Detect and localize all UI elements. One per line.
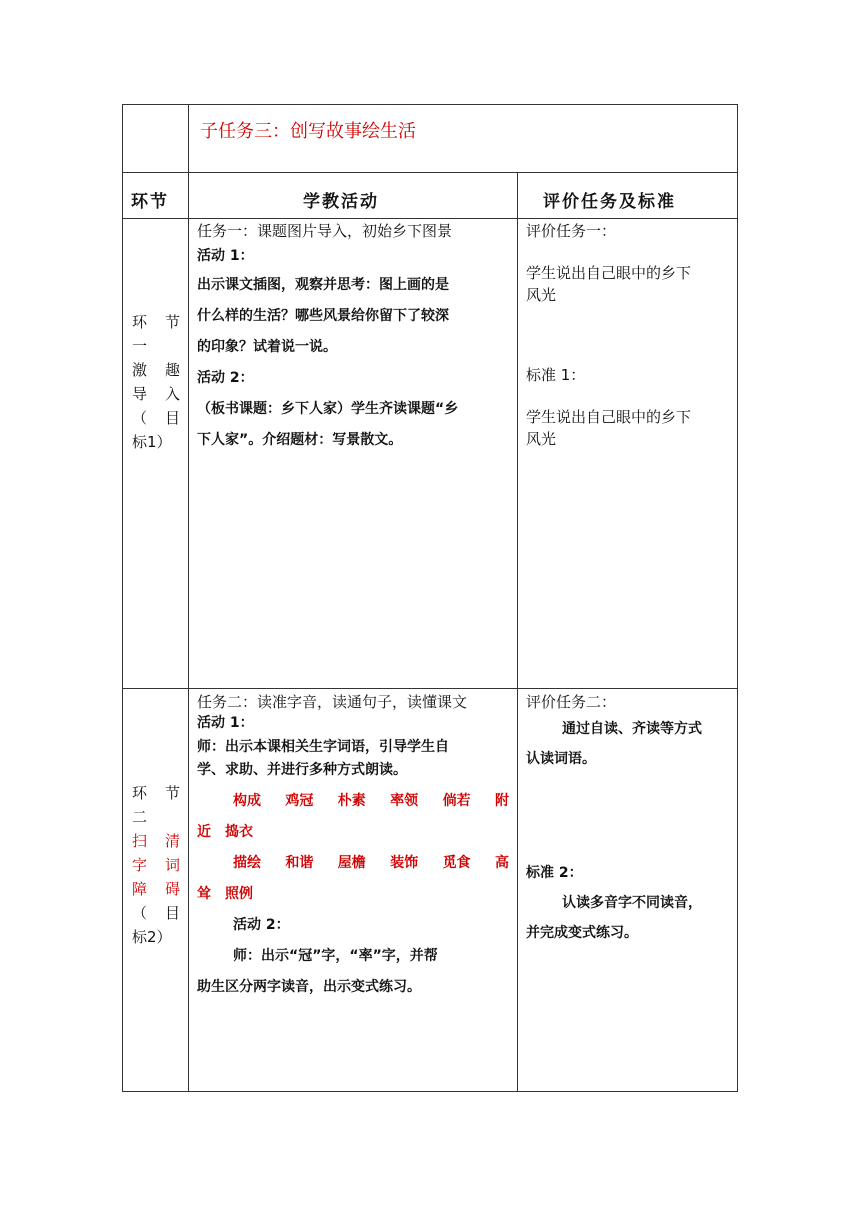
vocab-row: 描绘 和谐 屋檐 装饰 觅食 高 bbox=[233, 855, 509, 871]
eval-desc: 认读词语。 bbox=[526, 751, 596, 767]
activity-text: 什么样的生活？哪些风景给你留下了较深 bbox=[197, 308, 449, 324]
activity-text: 下人家”。介绍题材：写景散文。 bbox=[197, 432, 403, 448]
activity-text: 师：出示本课相关生字词语，引导学生自 bbox=[197, 739, 449, 755]
vocab-row: 近 捣衣 bbox=[197, 824, 253, 840]
evaluation-cell-1 bbox=[526, 220, 731, 450]
activity-text: 的印象？试着说一说。 bbox=[197, 339, 337, 355]
activity-label: 活动 1： bbox=[197, 715, 254, 731]
activity-cell-1 bbox=[197, 220, 513, 456]
eval-task-title: 评价任务一： bbox=[526, 222, 617, 240]
activity-cell-2 bbox=[197, 691, 509, 1003]
standard-desc: 认读多音字不同读音， bbox=[562, 895, 702, 911]
column-divider bbox=[188, 105, 189, 1092]
standard-label: 标准 2： bbox=[526, 865, 583, 881]
standard-label: 标准 1： bbox=[526, 366, 586, 384]
header-evaluation: 评价任务及标准 bbox=[543, 192, 676, 212]
subtask-title: 子任务三：创写故事绘生活 bbox=[200, 121, 416, 142]
activity-text: 出示课文插图，观察并思考：图上画的是 bbox=[197, 277, 449, 293]
row-divider bbox=[123, 688, 737, 689]
activity-text: 师：出示“冠”字，“率”字，并帮 bbox=[233, 948, 438, 964]
eval-desc: 学生说出自己眼中的乡下 bbox=[526, 264, 692, 282]
vocab-row: 耸 照例 bbox=[197, 886, 253, 902]
standard-desc: 并完成变式练习。 bbox=[526, 925, 638, 941]
stage-label-2: 环 节 二 扫 清 字 词 障 碍 （ 目 标2） bbox=[132, 784, 180, 946]
evaluation-cell-2 bbox=[526, 691, 734, 948]
activity-text: 学、求助、并进行多种方式朗读。 bbox=[197, 762, 407, 778]
header-activity: 学教活动 bbox=[303, 192, 379, 212]
row-divider bbox=[123, 172, 737, 173]
eval-task-title: 评价任务二： bbox=[526, 693, 617, 711]
activity-label: 活动 2： bbox=[233, 917, 290, 933]
activity-label: 活动 2： bbox=[197, 370, 254, 386]
vocab-row: 构成 鸡冠 朴素 率领 倘若 附 bbox=[233, 793, 509, 809]
activity-text: 助生区分两字读音，出示变式练习。 bbox=[197, 979, 421, 995]
task-title: 任务一：课题图片导入，初始乡下图景 bbox=[197, 222, 453, 240]
row-divider bbox=[123, 218, 737, 219]
lesson-plan-table bbox=[122, 104, 738, 1092]
header-stage: 环节 bbox=[131, 192, 169, 212]
eval-desc: 风光 bbox=[526, 286, 557, 304]
standard-desc: 学生说出自己眼中的乡下 bbox=[526, 408, 692, 426]
standard-desc: 风光 bbox=[526, 430, 557, 448]
eval-desc: 通过自读、齐读等方式 bbox=[562, 721, 702, 737]
task-title: 任务二：读准字音，读通句子，读懂课文 bbox=[197, 693, 468, 711]
activity-label: 活动 1： bbox=[197, 248, 254, 264]
stage-label-1: 环 节 一 激 趣 导 入 （ 目 标1） bbox=[132, 313, 180, 451]
activity-text: （板书课题：乡下人家）学生齐读课题“乡 bbox=[197, 401, 459, 417]
column-divider bbox=[517, 172, 518, 1092]
